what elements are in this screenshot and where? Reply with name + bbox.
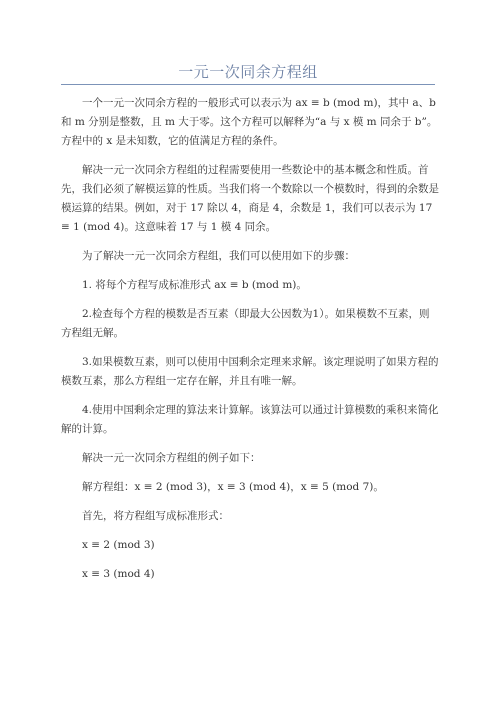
paragraph-intro: 一个一元一次同余方程的一般形式可以表示为 ax ≡ b (mod m)，其中 a、b 和 m 分别是整数，且 m 大于零。这个方程可以解释为“a 与 x 模 m 同余于 b”。方程中的 x 是未知数，它的值满足方程的条件。 (61, 97, 438, 147)
paragraph-example-intro: 解决一元一次同余方程组的例子如下： (82, 452, 261, 464)
step-3: 3.如果模数互素，则可以使用中国剩余定理来求解。该定理说明了如果方程的模数互素，那么方程组一定存在解，并且有唯一解。 (61, 356, 439, 387)
step-4: 4.使用中国剩余定理的算法来计算解。该算法可以通过计算模数的乘积来简化解的计算。 (61, 404, 439, 435)
paragraph-modular-properties: 解决一元一次同余方程组的过程需要使用一些数论中的基本概念和性质。首先，我们必须了解模运算的性质。当我们将一个数除以一个模数时，得到的余数是模运算的结果。例如，对于 17 除以 4，商是 4，余数是 1，我们可以表示为 17 ≡ 1 (mod 4)。这意味着 17 与 1 模 4 同余。 (61, 164, 439, 233)
step-2: 2.检查每个方程的模数是否互素（即最大公因数为1）。如果模数不互素，则方程组无解。 (61, 308, 430, 339)
paragraph-example-system: 解方程组：x ≡ 2 (mod 3)，x ≡ 3 (mod 4)，x ≡ 5 (mod 7)。 (82, 481, 384, 493)
document-body (61, 94, 439, 594)
paragraph-steps-intro: 为了解决一元一次同余方程组，我们可以使用如下的步骤： (82, 250, 355, 262)
equation-2: x ≡ 3 (mod 4) (82, 568, 155, 580)
equation-1: x ≡ 2 (mod 3) (82, 539, 155, 551)
document-title: 一元一次同余方程组 (178, 63, 318, 81)
step-1: 1. 将每个方程写成标准形式 ax ≡ b (mod m)。 (82, 279, 307, 291)
title-divider (61, 84, 435, 85)
title-container (61, 62, 435, 82)
paragraph-standard-form: 首先，将方程组写成标准形式： (82, 510, 229, 522)
